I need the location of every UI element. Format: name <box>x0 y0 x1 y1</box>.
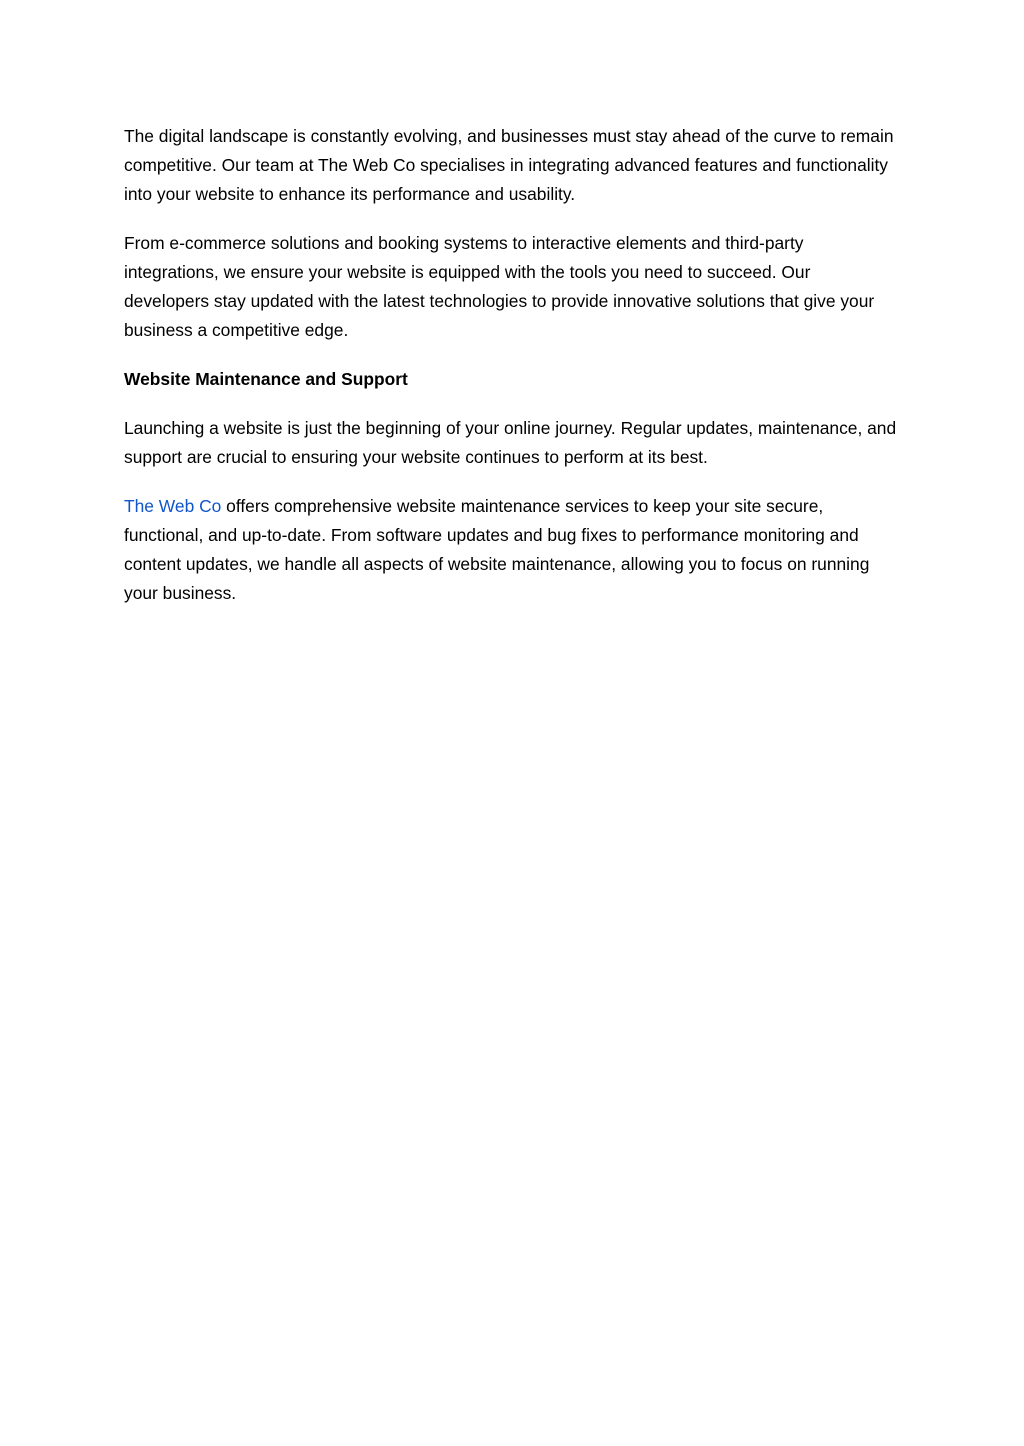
section-heading: Website Maintenance and Support <box>124 369 408 389</box>
maintenance-services-paragraph <box>124 492 900 608</box>
features-paragraph: From e-commerce solutions and booking systems to interactive elements and third-party integrations, we ensure your website is equipped with the tools you need to succeed. Our developers stay updated with the latest technologies to provide innovative solutions that give your business a competitive edge. <box>124 233 875 340</box>
document-body <box>124 122 900 628</box>
maintenance-services-text: offers comprehensive website maintenance services to keep your site secure, functional, and up-to-date. From software updates and bug fixes to performance monitoring and content updates, we handle all aspects of website maintenance, allowing you to focus on running your business. <box>124 496 870 603</box>
intro-paragraph: The digital landscape is constantly evolving, and businesses must stay ahead of the curve to remain competitive. Our team at The Web Co specialises in integrating advanced features and functionality into your website to enhance its performance and usability. <box>124 126 894 204</box>
the-web-co-link[interactable]: The Web Co <box>124 496 222 516</box>
maintenance-intro-paragraph: Launching a website is just the beginning of your online journey. Regular updates, maintenance, and support are crucial to ensuring your website continues to perform at its best. <box>124 418 897 467</box>
